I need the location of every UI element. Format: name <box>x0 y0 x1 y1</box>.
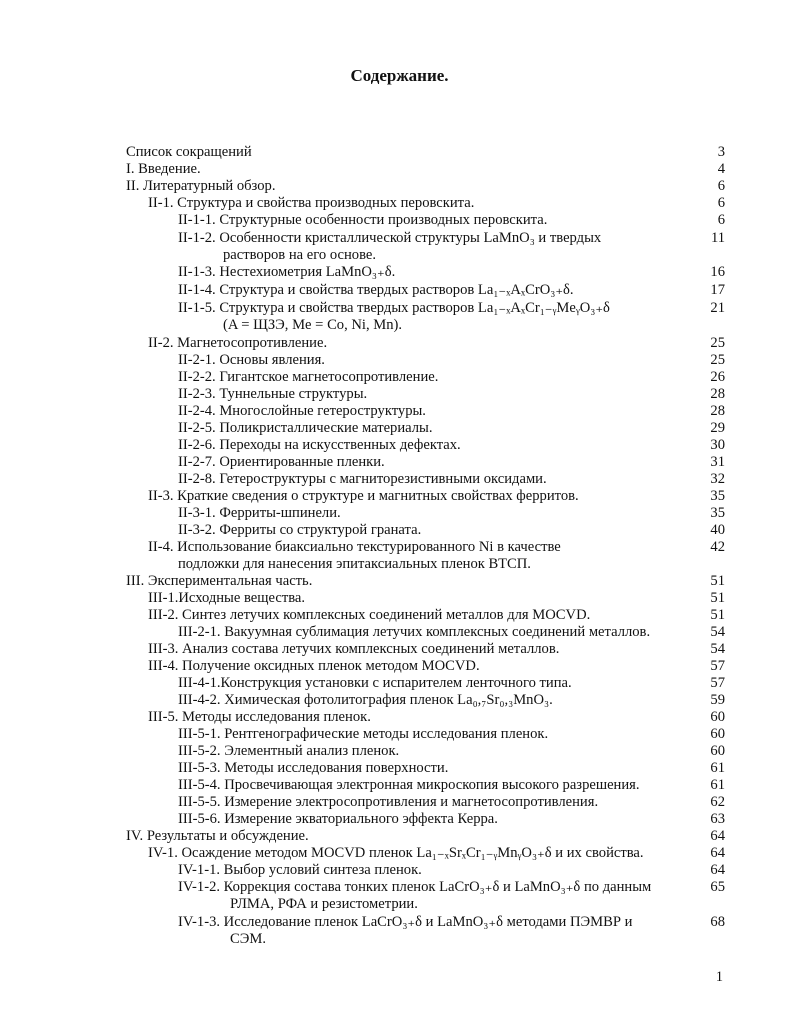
toc-entry-text: II-1-5. Структура и свойства твердых растворов La₁₋ₓAₓCr₁₋ᵧMeᵧO₃₊δ <box>178 300 610 316</box>
toc-entry <box>178 743 399 760</box>
toc-page-number: 28 <box>710 386 725 402</box>
toc-page-number: 51 <box>710 607 725 623</box>
toc-entry-text: II-3. Краткие сведения о структуре и магнитных свойствах ферритов. <box>148 488 579 504</box>
toc-entry <box>178 692 553 709</box>
toc-page-number: 16 <box>710 264 725 280</box>
toc-page-number: 61 <box>710 760 725 776</box>
toc-page-number: 54 <box>710 641 725 657</box>
page-title: Содержание. <box>350 66 449 85</box>
toc-entry-text: II-2-2. Гигантское магнетосопротивление. <box>178 369 439 385</box>
toc-page-number: 51 <box>710 573 725 589</box>
toc-entry <box>178 522 421 539</box>
toc-entry <box>126 573 312 590</box>
toc-entry-text: III-5. Методы исследования пленок. <box>148 709 371 725</box>
toc-page-number: 3 <box>717 144 725 160</box>
toc-entry-text: II-2-4. Многослойные гетероструктуры. <box>178 403 426 419</box>
toc-entry-text: II. Литературный обзор. <box>126 178 276 194</box>
toc-page-number: 25 <box>710 352 725 368</box>
toc-entry-text: II-2-7. Ориентированные пленки. <box>178 454 385 470</box>
toc-entry-text: II-2-5. Поликристаллические материалы. <box>178 420 433 436</box>
toc-entry-text: III. Экспериментальная часть. <box>126 573 313 589</box>
toc-entry <box>148 658 480 675</box>
toc-entry-text: III-4-1.Конструкция установки с испарителем ленточного типа. <box>178 675 572 691</box>
toc-entry <box>178 794 598 811</box>
toc-entry-text: III-5-4. Просвечивающая электронная микроскопия высокого разрешения. <box>178 777 640 793</box>
toc-entry <box>148 607 590 624</box>
toc-page-number: 64 <box>710 862 725 878</box>
toc-page-number: 64 <box>710 828 725 844</box>
toc-entry <box>148 641 559 658</box>
toc-entry <box>178 437 461 454</box>
toc-page-number: 26 <box>710 369 725 385</box>
toc-entry-continuation: (A = ЩЗЭ, Me = Co, Ni, Mn). <box>223 317 403 333</box>
toc-entry-text: II-2-1. Основы явления. <box>178 352 325 368</box>
toc-entry <box>178 403 426 420</box>
toc-page-number: 65 <box>710 879 725 895</box>
toc-entry-text: II-2-8. Гетероструктуры с магниторезистивными оксидами. <box>178 471 547 487</box>
toc-entry <box>148 539 561 556</box>
toc-entry-text: II-1-1. Структурные особенности производных перовскита. <box>178 212 548 228</box>
toc-entry <box>178 879 651 896</box>
toc-entry <box>178 726 548 743</box>
toc-entry <box>178 760 448 777</box>
toc-entry-text: II-1-2. Особенности кристаллической структуры LaMnO₃ и твердых <box>178 230 602 246</box>
toc-entry <box>126 161 201 178</box>
toc-entry-text: II-2-6. Переходы на искусственных дефектах. <box>178 437 461 453</box>
toc-page-number: 6 <box>717 212 725 228</box>
toc-entry <box>178 454 385 471</box>
toc-page-number: 21 <box>710 300 725 316</box>
toc-entry-continuation: растворов на его основе. <box>223 247 377 263</box>
toc-page-number: 31 <box>710 454 725 470</box>
toc-entry-text: IV-1-3. Исследование пленок LaCrO₃₊δ и LaMnO₃₊δ методами ПЭМВР и <box>178 914 633 930</box>
toc-entry-text: II-2-3. Туннельные структуры. <box>178 386 368 402</box>
toc-entry <box>126 178 275 195</box>
toc-page-number: 60 <box>710 726 725 742</box>
toc-page-number: 17 <box>710 282 725 298</box>
toc-entry <box>178 505 341 522</box>
toc-page-number: 4 <box>717 161 725 177</box>
toc-entry <box>178 300 610 317</box>
toc-entry <box>178 420 433 437</box>
toc-entry <box>178 282 574 299</box>
toc-entry-continuation: СЭМ. <box>230 931 266 947</box>
toc-page-number: 68 <box>710 914 725 930</box>
toc-entry-text: IV-1-1. Выбор условий синтеза пленок. <box>178 862 422 878</box>
toc-entry <box>148 195 474 212</box>
toc-page-number: 40 <box>710 522 725 538</box>
toc-entry <box>148 709 371 726</box>
toc-entry-text: I. Введение. <box>126 161 201 177</box>
toc-page-number: 57 <box>710 675 725 691</box>
toc-entry-text: II-2. Магнетосопротивление. <box>148 335 328 351</box>
toc-page-number: 59 <box>710 692 725 708</box>
toc-entry <box>148 845 644 862</box>
toc-entry-text: III-3. Анализ состава летучих комплексных соединений металлов. <box>148 641 560 657</box>
toc-entry <box>178 811 498 828</box>
toc-entry-text: III-5-2. Элементный анализ пленок. <box>178 743 400 759</box>
toc-page-number: 35 <box>710 505 725 521</box>
toc-entry <box>178 386 367 403</box>
toc-entry-text: IV-1-2. Коррекция состава тонких пленок LaCrO₃₊δ и LaMnO₃₊δ по данным <box>178 879 652 895</box>
page-number-footer: 1 <box>715 969 723 985</box>
toc-page-number: 61 <box>710 777 725 793</box>
toc-entry-text: III-2-1. Вакуумная сублимация летучих комплексных соединений металлов. <box>178 624 651 640</box>
toc-entry-text: IV-1. Осаждение методом MOCVD пленок La₁₋ₓSrₓCr₁₋ᵧMnᵧO₃₊δ и их свойства. <box>148 845 644 861</box>
toc-entry-text: IV. Результаты и обсуждение. <box>126 828 309 844</box>
toc-entry-text: II-1. Структура и свойства производных перовскита. <box>148 195 475 211</box>
toc-entry-text: III-5-6. Измерение экваториального эффекта Керра. <box>178 811 498 827</box>
toc-entry-text: III-1.Исходные вещества. <box>148 590 306 606</box>
toc-page-number: 42 <box>710 539 725 555</box>
toc-entry-text: Список сокращений <box>126 144 252 160</box>
toc-page-number: 29 <box>710 420 725 436</box>
toc-entry-text: III-4-2. Химическая фотолитография пленок La₀,₇Sr₀,₃MnO₃. <box>178 692 553 708</box>
toc-entry <box>126 144 252 161</box>
toc-entry-text: III-2. Синтез летучих комплексных соединений металлов для MOCVD. <box>148 607 591 623</box>
toc-entry <box>178 264 395 281</box>
toc-page-number: 6 <box>717 195 725 211</box>
toc-page-number: 51 <box>710 590 725 606</box>
toc-entry-continuation: подложки для нанесения эпитаксиальных пленок ВТСП. <box>178 556 531 572</box>
toc-entry <box>178 862 422 879</box>
toc-entry <box>148 335 327 352</box>
toc-entry <box>178 777 640 794</box>
toc-entry <box>178 624 650 641</box>
toc-page-number: 30 <box>710 437 725 453</box>
toc-page-number: 63 <box>710 811 725 827</box>
toc-page-number: 32 <box>710 471 725 487</box>
toc-page-number: 35 <box>710 488 725 504</box>
toc-page-number: 64 <box>710 845 725 861</box>
toc-page-number: 57 <box>710 658 725 674</box>
toc-entry <box>178 352 325 369</box>
toc-page-number: 25 <box>710 335 725 351</box>
toc-page-number: 60 <box>710 709 725 725</box>
toc-entry <box>178 914 632 931</box>
toc-entry <box>178 471 547 488</box>
toc-entry-text: III-5-5. Измерение электросопротивления и магнетосопротивления. <box>178 794 599 810</box>
toc-entry-text: II-1-3. Нестехиометрия LaMnO₃₊δ. <box>178 264 396 280</box>
toc-entry-text: II-1-4. Структура и свойства твердых растворов La₁₋ₓAₓCrO₃₊δ. <box>178 282 574 298</box>
toc-entry <box>126 828 309 845</box>
toc-page-number: 11 <box>710 230 725 246</box>
toc-entry-text: II-3-1. Ферриты-шпинели. <box>178 505 341 521</box>
toc-entry-continuation: РЛМА, РФА и резистометрии. <box>230 896 418 912</box>
toc-entry-text: III-5-3. Методы исследования поверхности. <box>178 760 449 776</box>
toc-entry <box>178 369 438 386</box>
toc-page-number: 54 <box>710 624 725 640</box>
toc-entry-text: II-4. Использование биаксиально текстурированного Ni в качестве <box>148 539 561 555</box>
toc-entry-text: II-3-2. Ферриты со структурой граната. <box>178 522 422 538</box>
toc-page-number: 6 <box>717 178 725 194</box>
toc-entry <box>178 675 572 692</box>
toc-entry <box>178 212 547 229</box>
toc-entry <box>148 590 305 607</box>
toc-page-number: 62 <box>710 794 725 810</box>
toc-page-number: 60 <box>710 743 725 759</box>
toc-entry-text: III-5-1. Рентгенографические методы исследования пленок. <box>178 726 549 742</box>
toc-entry <box>178 230 601 247</box>
toc-page-number: 28 <box>710 403 725 419</box>
toc-entry-text: III-4. Получение оксидных пленок методом MOCVD. <box>148 658 480 674</box>
toc-entry <box>148 488 579 505</box>
